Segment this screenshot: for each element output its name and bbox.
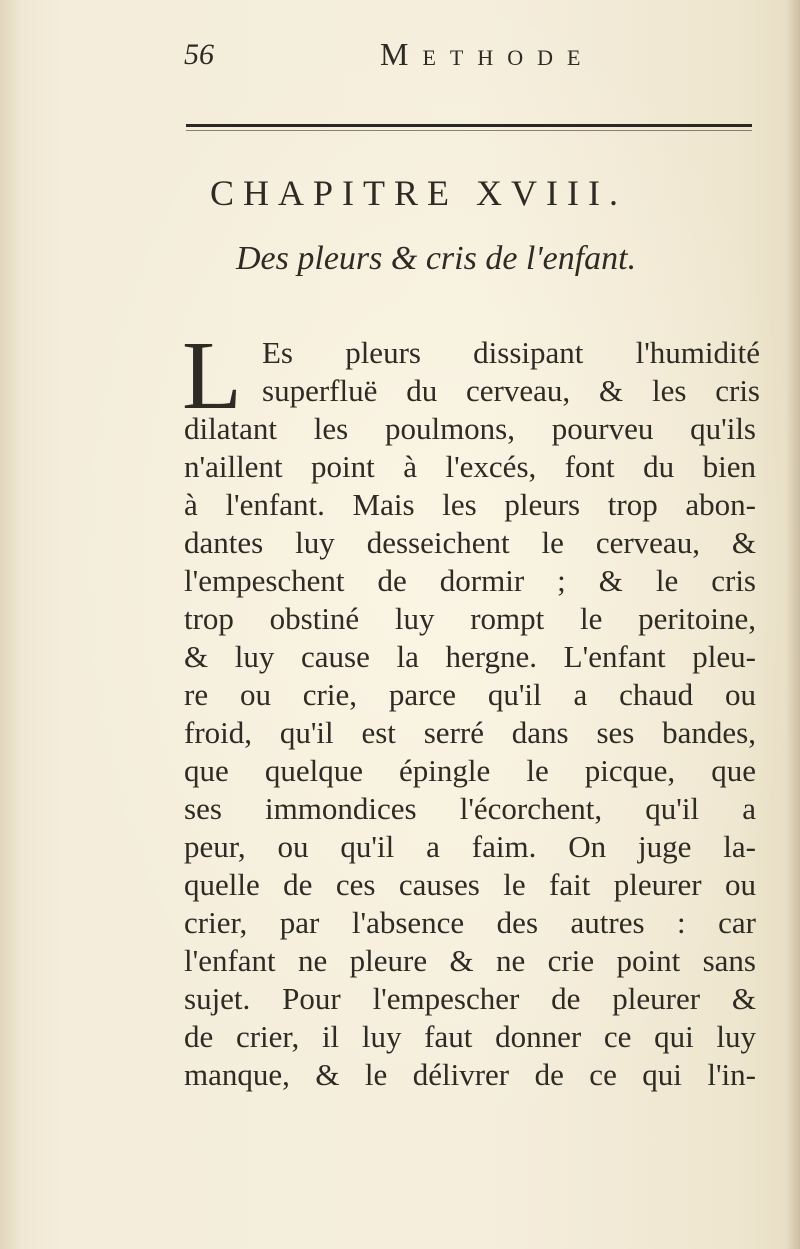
text-line: sujet. Pour l'empescher de pleurer & xyxy=(184,981,756,1016)
page-edge xyxy=(0,0,22,1249)
text-line: l'enfant ne pleure & ne crie point sans xyxy=(184,943,756,978)
text-line: peur, ou qu'il a faim. On juge la- xyxy=(184,829,756,864)
page-number: 56 xyxy=(184,38,214,71)
text-line: quelle de ces causes le fait pleurer ou xyxy=(184,867,756,902)
drop-cap: L xyxy=(182,322,242,430)
text-line: l'empeschent de dormir ; & le cris xyxy=(184,563,756,598)
text-line: à l'enfant. Mais les pleurs trop abon- xyxy=(184,487,756,522)
text-line: dilatant les poulmons, pourveu qu'ils xyxy=(184,411,756,446)
text-line: Es pleurs dissipant l'humidité xyxy=(262,335,760,370)
header-rule-thin xyxy=(186,130,752,131)
running-head xyxy=(184,36,744,80)
text-line: manque, & le délivrer de ce qui l'in- xyxy=(184,1057,756,1092)
running-title: Methode xyxy=(380,36,595,72)
text-line: de crier, il luy faut donner ce qui luy xyxy=(184,1019,756,1054)
text-line: crier, par l'absence des autres : car xyxy=(184,905,756,940)
text-line: froid, qu'il est serré dans ses bandes, xyxy=(184,715,756,750)
gutter-shadow xyxy=(786,0,800,1249)
chapter-heading: CHAPITRE XVIII. xyxy=(210,173,627,213)
text-line: n'aillent point à l'excés, font du bien xyxy=(184,449,756,484)
header-rule xyxy=(186,124,752,127)
chapter-subtitle: Des pleurs & cris de l'enfant. xyxy=(236,240,637,277)
text-line: re ou crie, parce qu'il a chaud ou xyxy=(184,677,756,712)
text-line: ses immondices l'écorchent, qu'il a xyxy=(184,791,756,826)
text-line: & luy cause la hergne. L'enfant pleu- xyxy=(184,639,756,674)
text-line: que quelque épingle le picque, que xyxy=(184,753,756,788)
text-line: trop obstiné luy rompt le peritoine, xyxy=(184,601,756,636)
text-line: superfluë du cerveau, & les cris xyxy=(262,373,760,408)
text-line: dantes luy desseichent le cerveau, & xyxy=(184,525,756,560)
